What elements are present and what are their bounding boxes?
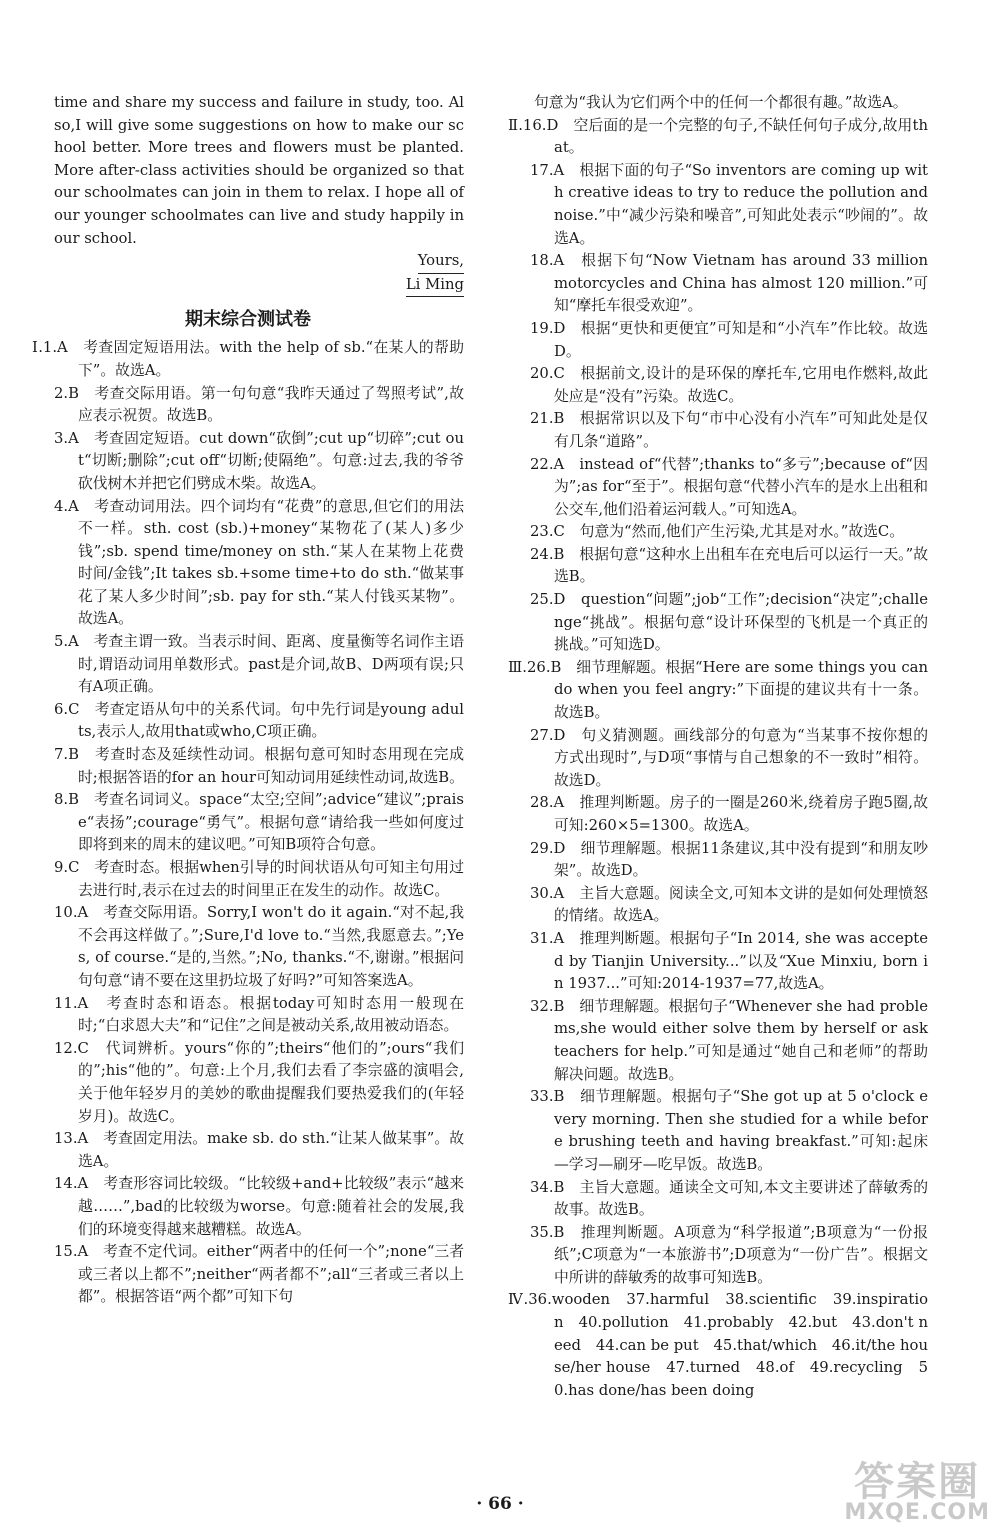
answer-item: 句意为“我认为它们两个中的任何一个都很有趣。”故选A。 <box>534 94 908 111</box>
letter-signature: Li Ming <box>32 274 464 298</box>
answer-item: 34.B 主旨大意题。通读全文可知,本文主要讲述了薛敏秀的故事。故选B。 <box>530 1178 928 1219</box>
answer-list-right <box>508 92 928 1402</box>
answer-item: 32.B 细节理解题。根据句子“Whenever she had problems,she would either solve them by herself or ask teachers for help.”可知是通过“她自己和老师”的帮助解决问题。故选B。 <box>530 997 928 1083</box>
answer-item: 18.A 根据下句“Now Vietnam has around 33 million motorcycles and China has almost 120 million.”可知“摩托车很受欢迎”。 <box>530 252 928 315</box>
answer-item: 31.A 推理判断题。根据句子“In 2014, she was accepted by Tianjin University...”以及“Xue Minxiu, born in 1937...”可知:2014-1937=77,故选A。 <box>530 929 928 993</box>
answer-item: 17.A 根据下面的句子“So inventors are coming up with creative ideas to try to reduce the pollution and noise.”中“减少污染和噪音”,可知此处表示“吵闹的”。故选A。 <box>530 161 928 247</box>
watermark-logo <box>844 1459 990 1525</box>
answer-item: 15.A 考查不定代词。either“两者中的任何一个”;none“三者或三者以上都不”;neither“两者都不”;all“三者或三者以上都”。根据答语“两个都”可知下句 <box>54 1243 464 1306</box>
answer-item: 28.A 推理判断题。房子的一圈是260米,绕着房子跑5圈,故可知:260×5=1300。故选A。 <box>530 794 928 834</box>
answer-item: 2.B 考查交际用语。第一句句意“我昨天通过了驾照考试”,故应表示祝贺。故选B。 <box>54 384 464 425</box>
answer-item: 29.D 细节理解题。根据11条建议,其中没有提到“和朋友吵架”。故选D。 <box>530 839 928 880</box>
answer-item: 7.B 考查时态及延续性动词。根据句意可知时态用现在完成时;根据答语的for an hour可知动词用延续性动词,故选B。 <box>54 746 464 786</box>
answer-item: 14.A 考查形容词比较级。“比较级+and+比较级”表示“越来越……”,bad的比较级为worse。句意:随着社会的发展,我们的环境变得越来越糟糕。故选A。 <box>54 1175 464 1238</box>
answer-item: 12.C 代词辨析。yours“你的”;theirs“他们的”;ours“我们的”;his“他的”。句意:上个月,我们去看了李宗盛的演唱会,关于他年轻岁月的美妙的歌曲提醒我们要热爱我们的(年轻岁月)。故选C。 <box>54 1039 464 1125</box>
answer-item: 10.A 考查交际用语。Sorry,I won't do it again.“对不起,我不会再这样做了。”;Sure,I'd love to.“当然,我愿意去。”;Yes, of course.“是的,当然。”;No, thanks.“不,谢谢。”根据问句句意“请不要在这里扔垃圾了好吗?”可知答案选A。 <box>54 904 464 989</box>
answer-item: 30.A 主旨大意题。阅读全文,可知本文讲的是如何处理愤怒的情绪。故选A。 <box>530 884 928 925</box>
page-number: · 66 · <box>476 1494 524 1514</box>
answer-item: Ⅰ.1.A 考查固定短语用法。with the help of sb.“在某人的帮助下”。故选A。 <box>32 339 464 379</box>
answer-item: 5.A 考查主谓一致。当表示时间、距离、度量衡等名词作主语时,谓语动词用单数形式。past是介词,故B、D两项有误;只有A项正确。 <box>54 633 464 696</box>
answer-item: 6.C 考查定语从句中的关系代词。句中先行词是young adults,表示人,故用that或who,C项正确。 <box>54 700 464 741</box>
answer-item: 13.A 考查固定用法。make sb. do sth.“让某人做某事”。故选A。 <box>54 1130 464 1170</box>
watermark-main: 答案圈 <box>854 1459 981 1505</box>
answer-item: 27.D 句义猜测题。画线部分的句意为“当某事不按你想的方式出现时”,与D项“事情与自己想象的不一致时”相符。故选D。 <box>530 726 928 789</box>
answer-item: 11.A 考查时态和语态。根据today可知时态用一般现在时;“白求恩大夫”和“记住”之间是被动关系,故用被动语态。 <box>54 994 464 1035</box>
answer-item: 3.A 考查固定短语。cut down“砍倒”;cut up“切碎”;cut out“切断;删除”;cut off“切断;使隔绝”。句意:过去,我的爷爷砍伐树木并把它们劈成木柴。故选A。 <box>54 429 464 492</box>
answer-item: 19.D 根据“更快和更便宜”可知是和“小汽车”作比较。故选D。 <box>530 319 928 360</box>
right-column <box>508 92 928 1402</box>
watermark-sub: MXQE.COM <box>844 1500 990 1525</box>
answer-item: 4.A 考查动词用法。四个词均有“花费”的意思,但它们的用法不一样。sth. cost (sb.)+money“某物花了(某人)多少钱”;sb. spend time/money on sth.“某人在某物上花费时间/金钱”;It takes sb.+some time+to do sth.“做某事花了某人多少时间”;sb. pay for sth.“某人付钱买某物”。故选A。 <box>54 497 464 628</box>
answer-item: 23.C 句意为“然而,他们产生污染,尤其是对水。”故选C。 <box>530 523 905 541</box>
section-title: 期末综合测试卷 <box>185 309 311 331</box>
answer-item: 35.B 推理判断题。A项意为“科学报道”;B项意为“一份报纸”;C项意为“一本旅游书”;D项意为“一份广告”。根据文中所讲的薛敏秀的故事可知选B。 <box>530 1223 928 1286</box>
answer-list-left <box>32 337 464 1309</box>
letter-paragraph: time and share my success and failure in study, too. Also,I will give some suggestions on how to make our school better. More trees and flowers must be planted. More after-class activities should be organized so that our schoolmates can join in them to relax. I hope all of our younger schoolmates can live and study happily in our school. <box>54 94 464 247</box>
answer-item: 21.B 根据常识以及下句“市中心没有小汽车”可知此处是仅有几条“道路”。 <box>530 410 928 450</box>
answer-item: 9.C 考查时态。根据when引导的时间状语从句可知主句用过去进行时,表示在过去的时间里正在发生的动作。故选C。 <box>54 859 464 899</box>
answer-item: 33.B 细节理解题。根据句子“She got up at 5 o'clock every morning. Then she studied for a while before brushing teeth and having breakfast.”可知:起床—学习—刷牙—吃早饭。故选B。 <box>530 1088 928 1173</box>
answer-item: 25.D question“问题”;job“工作”;decision“决定”;challenge“挑战”。根据句意“设计环保型的飞机是一个真正的挑战。”可知选D。 <box>530 591 928 654</box>
answer-item: 20.C 根据前文,设计的是环保的摩托车,它用电作燃料,故此处应是“没有”污染。故选C。 <box>530 365 928 405</box>
answer-item: Ⅱ.16.D 空后面的是一个完整的句子,不缺任何句子成分,故用that。 <box>508 116 928 157</box>
answer-item: Ⅳ.36.wooden 37.harmful 38.scientific 39.inspiration 40.pollution 41.probably 42.but 43.don't need 44.can be put 45.that/which 46.it/the house/her house 47.turned 48.of 49.recycling 50.has done/has been doing <box>508 1291 928 1399</box>
letter-closing: Yours, <box>32 250 464 274</box>
answer-item: 24.B 根据句意“这种水上出租车在充电后可以运行一天。”故选B。 <box>530 545 928 586</box>
answer-item: 22.A instead of“代替”;thanks to“多亏”;because of“因为”;as for“至于”。根据句意“代替小汽车的是水上出租和公交车,他们沿着运河载人。”可知选A。 <box>530 455 928 518</box>
left-column <box>32 92 464 1309</box>
answer-item: 8.B 考查名词词义。space“太空;空间”;advice“建议”;praise“表扬”;courage“勇气”。根据句意“请给我一些如何度过即将到来的周末的建议吧。”可知B项符合句意。 <box>54 791 464 854</box>
answer-item: Ⅲ.26.B 细节理解题。根据“Here are some things you can do when you feel angry:”下面提的建议共有十一条。故选B。 <box>508 658 928 722</box>
